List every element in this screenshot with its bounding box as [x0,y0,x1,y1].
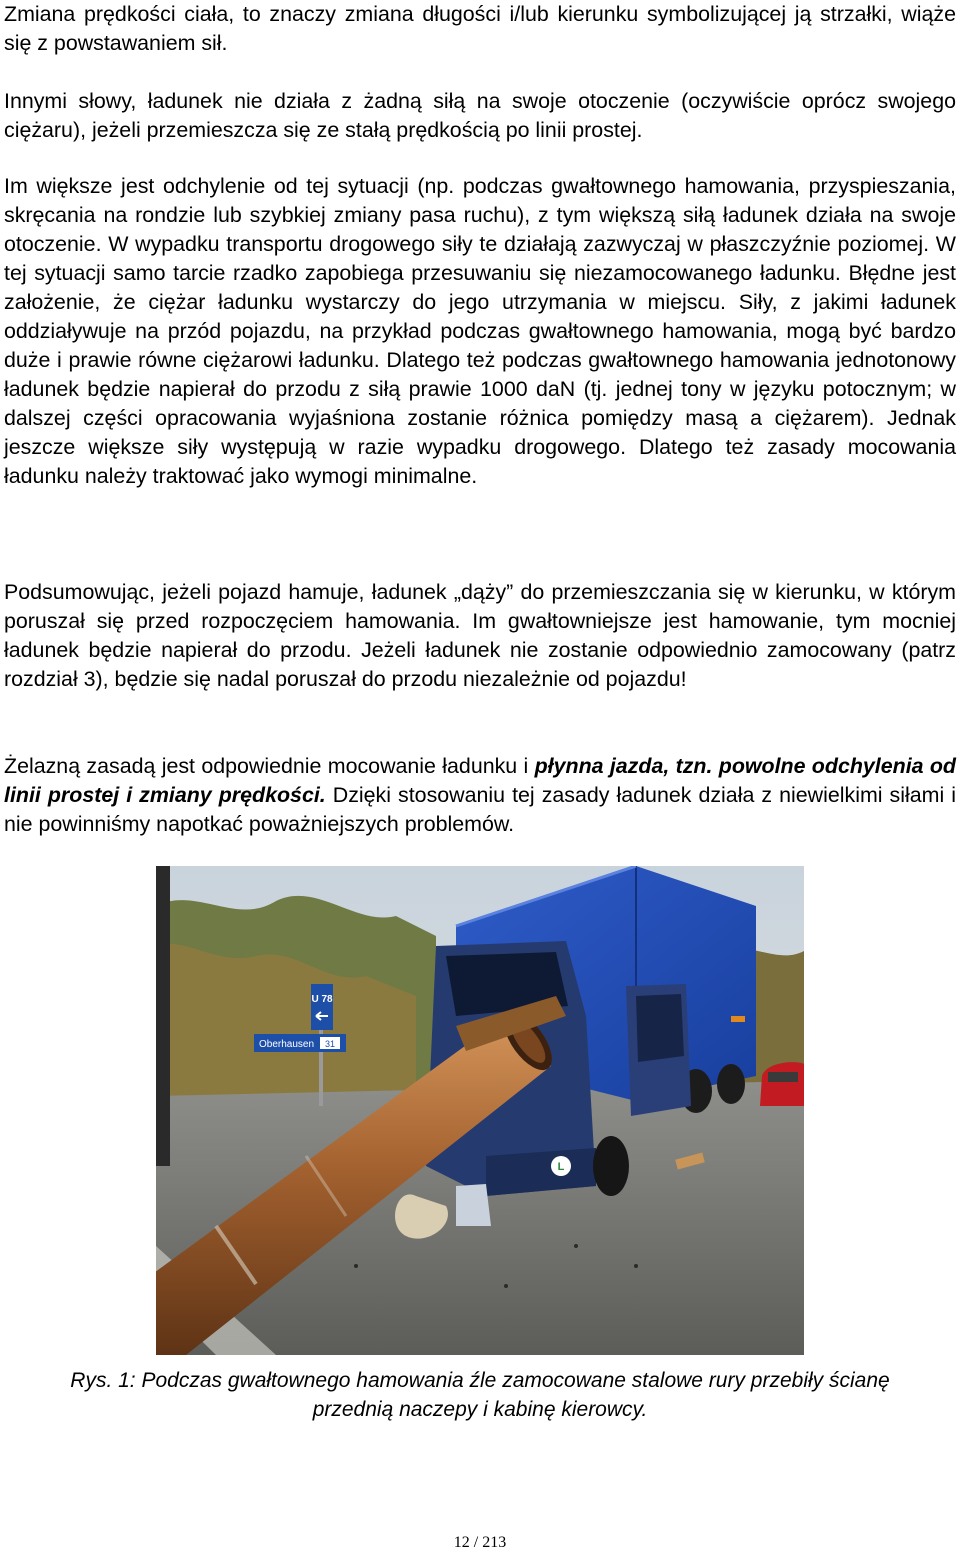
iron-rule-start: Żelazną zasadą jest odpowiednie mocowanie ładunku i [4,754,535,778]
paragraph-speed-change: Zmiana prędkości ciała, to znaczy zmiana długości i/lub kierunku symbolizującej ją strzałki, wiąże się z powstawaniem sił. [4,2,956,55]
svg-text:L: L [557,1161,565,1173]
page-number: 12 / 213 [453,1534,507,1551]
paragraph-deviation-forces: Im większe jest odchylenie od tej sytuacji (np. podczas gwałtownego hamowania, przyspieszania, skręcania na rondzie lub szybkiej zmiany pasa ruchu), z tym większą siłą ładunek działa na swoje otoczenie. W wypadku transportu drogowego siły te działają zazwyczaj w płaszczyźnie poziomej. W tej sytuacji samo tarcie rzadko zapobiega przesuwaniu się niezamocowanego ładunku. Błędne jest założenie, że ciężar ładunku wystarczy do jego utrzymania w miejscu. Siły, z jakimi ładunek oddziaływuje na przód pojazdu, na przykład podczas gwałtownego hamowania, mogą być bardzo duże i prawie równe ciężarowi ładunku. Dlatego też podczas gwałtownego hamowania jednotonowy ładunek będzie napierał do przodu z siłą prawie 1000 daN (tj. jednej tony w języku potocznym; w dalszej części opracowania wyjaśniona zostanie różnica pomiędzy masą a ciężarem). Jednak jeszcze większe siły występują w razie wypadku drogowego. Dlatego też zasady mocowania ładunku należy traktować jako wymogi minimalne. [4,174,956,488]
paragraph-iron-rule [4,752,956,839]
accident-photo [156,866,804,1355]
figure-caption: Rys. 1: Podczas gwałtownego hamowania źle zamocowane stalowe rury przebiły ścianę przednią naczepy i kabinę kierowcy. [70,1369,890,1421]
iron-rule-emphasis: płynna jazda, tzn. powolne odchylenia od linii prostej i zmiany prędkości. [4,754,956,807]
sign-route-text: U 78 [311,994,333,1005]
sign-number-text: 31 [324,1039,336,1049]
paragraph-constant-speed: Innymi słowy, ładunek nie działa z żadną siłą na swoje otoczenie (oczywiście oprócz swojego ciężaru), jeżeli przemieszcza się ze stałą prędkością po linii prostej. [4,89,956,142]
paragraph-summary: Podsumowując, jeżeli pojazd hamuje, ładunek „dąży” do przemieszczania się w kierunku, w którym poruszał się przed rozpoczęciem hamowania. Im gwałtowniejsze jest hamowanie, tym mocniej ładunek będzie napierał do przodu. Jeżeli ładunek nie zostanie odpowiednio zamocowany (patrz rozdział 3), będzie się nadal poruszał do przodu niezależnie od pojazdu! [4,580,956,691]
sign-town-text: Oberhausen [259,1039,315,1050]
iron-rule-end: Dzięki stosowaniu tej zasady ładunek działa z niewielkimi siłami i nie powinniśmy napotkać poważniejszych problemów. [4,783,956,836]
